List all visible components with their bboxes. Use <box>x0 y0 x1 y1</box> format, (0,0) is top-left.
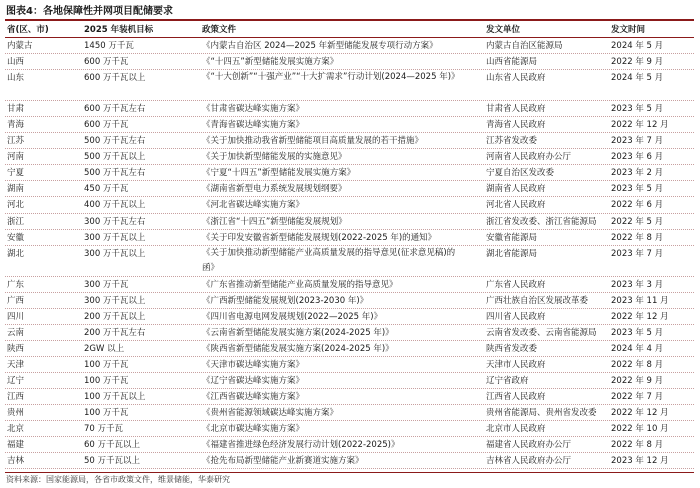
table-row <box>5 149 694 165</box>
cell-issuer: 吉林省人民政府办公厅 <box>486 456 572 467</box>
cell-policy: 《内蒙古自治区 2024—2025 年新型储能发展专项行动方案》 <box>202 41 438 51</box>
table-header <box>5 21 694 38</box>
cell-target: 1450 万千瓦 <box>84 41 134 51</box>
header-region: 省(区、市) <box>7 25 49 35</box>
cell-issuer: 北京市人民政府 <box>486 424 546 435</box>
cell-region: 福建 <box>7 440 25 451</box>
cell-policy: 《天津市碳达峰实施方案》 <box>202 359 305 370</box>
table-row <box>5 309 694 325</box>
cell-date: 2022 年 7 月 <box>611 392 664 403</box>
cell-policy: 《云南省新型储能发展实施方案(2024-2025 年)》 <box>202 327 394 338</box>
cell-target: 600 万千瓦 <box>84 120 129 131</box>
cell-date: 2024 年 4 月 <box>611 343 664 354</box>
table-body <box>5 38 694 469</box>
cell-issuer: 山西省能源局 <box>486 57 538 68</box>
cell-policy: 《抢先布局新型储能产业新赛道实施方案》 <box>202 456 364 467</box>
cell-date: 2022 年 8 月 <box>611 232 664 243</box>
cell-date: 2022 年 12 月 <box>611 311 669 322</box>
cell-region: 四川 <box>7 311 25 322</box>
cell-date: 2022 年 12 月 <box>611 408 669 419</box>
cell-region: 广西 <box>7 295 25 306</box>
cell-date: 2023 年 6 月 <box>611 152 664 163</box>
cell-issuer: 广西壮族自治区发展改革委 <box>486 295 589 306</box>
cell-issuer: 山东省人民政府 <box>486 73 546 84</box>
cell-issuer: 浙江省发改委、浙江省能源局 <box>486 216 597 227</box>
table-row <box>5 230 694 246</box>
cell-policy: 《福建省推进绿色经济发展行动计划(2022-2025)》 <box>202 440 400 451</box>
cell-target: 450 万千瓦 <box>84 184 129 195</box>
cell-issuer: 河北省人民政府 <box>486 200 546 211</box>
cell-region: 河南 <box>7 152 25 163</box>
cell-target: 600 万千瓦 <box>84 57 129 68</box>
cell-region: 浙江 <box>7 216 25 227</box>
table-row <box>5 54 694 70</box>
cell-target: 600 万千瓦以上 <box>84 73 146 84</box>
cell-policy: 《关于印发安徽省新型储能发展规划(2022-2025 年)的通知》 <box>202 232 437 243</box>
cell-issuer: 青海省人民政府 <box>486 120 546 131</box>
table-row <box>5 165 694 181</box>
cell-target: 500 万千瓦左右 <box>84 136 146 147</box>
cell-issuer: 云南省发改委、云南省能源局 <box>486 327 597 338</box>
cell-issuer: 宁夏自治区发改委 <box>486 168 555 179</box>
cell-target: 100 万千瓦 <box>84 408 129 419</box>
cell-date: 2022 年 8 月 <box>611 440 664 451</box>
cell-issuer: 湖北省能源局 <box>486 248 538 259</box>
cell-issuer: 陕西省发改委 <box>486 343 538 354</box>
cell-region: 天津 <box>7 359 25 370</box>
cell-region: 青海 <box>7 120 25 131</box>
table-row <box>5 277 694 293</box>
table-row <box>5 421 694 437</box>
table-row <box>5 117 694 133</box>
cell-policy: 《陕西省新型储能发展实施方案(2024-2025 年)》 <box>202 343 394 354</box>
cell-target: 300 万千瓦左右 <box>84 216 146 227</box>
cell-date: 2023 年 7 月 <box>611 136 664 147</box>
cell-policy: 《关于加快推动新型储能产业高质量发展的指导意见(征求意见稿)的函》 <box>202 247 456 273</box>
cell-issuer: 安徽省能源局 <box>486 232 538 243</box>
cell-date: 2023 年 2 月 <box>611 168 664 179</box>
cell-target: 500 万千瓦左右 <box>84 168 146 179</box>
cell-region: 内蒙古 <box>7 41 33 51</box>
cell-issuer: 江苏省发改委 <box>486 136 538 147</box>
bottom-rule <box>5 472 694 473</box>
cell-issuer: 内蒙古自治区能源局 <box>486 41 563 51</box>
cell-region: 广东 <box>7 279 25 290</box>
cell-target: 100 万千瓦以上 <box>84 392 146 403</box>
cell-date: 2024 年 5 月 <box>611 41 664 51</box>
cell-issuer: 福建省人民政府办公厅 <box>486 440 572 451</box>
table-row <box>5 405 694 421</box>
table-row <box>5 214 694 230</box>
cell-issuer: 湖南省人民政府 <box>486 184 546 195</box>
cell-region: 宁夏 <box>7 168 25 179</box>
table-row <box>5 197 694 213</box>
table-row <box>5 133 694 149</box>
cell-region: 江西 <box>7 392 25 403</box>
cell-region: 甘肃 <box>7 104 25 115</box>
cell-region: 云南 <box>7 327 25 338</box>
cell-target: 100 万千瓦 <box>84 375 129 386</box>
cell-policy: 《广东省推动新型储能产业高质量发展的指导意见》 <box>202 279 398 290</box>
header-issuer: 发文单位 <box>486 25 521 35</box>
cell-policy: 《宁夏“十四五”新型储能发展实施方案》 <box>202 168 356 179</box>
cell-target: 200 万千瓦以上 <box>84 311 146 322</box>
cell-target: 100 万千瓦 <box>84 359 129 370</box>
cell-date: 2024 年 5 月 <box>611 73 664 84</box>
cell-target: 300 万千瓦 <box>84 279 129 290</box>
table-row <box>5 341 694 357</box>
cell-region: 北京 <box>7 424 25 435</box>
table-row <box>5 453 694 469</box>
cell-target: 50 万千瓦以上 <box>84 456 141 467</box>
cell-target: 400 万千瓦以上 <box>84 200 146 211</box>
cell-target: 500 万千瓦以上 <box>84 152 146 163</box>
cell-date: 2023 年 11 月 <box>611 295 669 306</box>
table-row <box>5 38 694 54</box>
cell-date: 2022 年 8 月 <box>611 359 664 370</box>
cell-date: 2022 年 9 月 <box>611 375 664 386</box>
table-row <box>5 437 694 453</box>
cell-issuer: 天津市人民政府 <box>486 359 546 370</box>
cell-issuer: 贵州省能源局、贵州省发改委 <box>486 408 597 419</box>
cell-policy: 《“十大创新”“十强产业”“十大扩需求”行动计划(2024—2025 年)》 <box>202 72 460 83</box>
cell-region: 陕西 <box>7 343 25 354</box>
cell-region: 辽宁 <box>7 375 25 386</box>
cell-region: 湖南 <box>7 184 25 195</box>
cell-policy: 《浙江省“十四五”新型储能发展规划》 <box>202 216 347 227</box>
cell-region: 河北 <box>7 200 25 211</box>
cell-issuer: 辽宁省政府 <box>486 375 529 386</box>
table-row <box>5 181 694 197</box>
cell-region: 山西 <box>7 57 25 68</box>
cell-issuer: 甘肃省人民政府 <box>486 104 546 115</box>
table-row <box>5 357 694 373</box>
cell-region: 贵州 <box>7 408 25 419</box>
cell-target: 300 万千瓦以上 <box>84 248 146 259</box>
header-target: 2025 年装机目标 <box>84 25 154 35</box>
cell-date: 2022 年 10 月 <box>611 424 669 435</box>
cell-policy: 《甘肃省碳达峰实施方案》 <box>202 104 305 115</box>
cell-date: 2023 年 5 月 <box>611 184 664 195</box>
header-policy: 政策文件 <box>202 25 237 35</box>
header-date: 发文时间 <box>611 25 646 35</box>
cell-date: 2022 年 12 月 <box>611 120 669 131</box>
cell-policy: 《贵州省能源领域碳达峰实施方案》 <box>202 408 339 419</box>
table-row <box>5 101 694 117</box>
cell-date: 2023 年 7 月 <box>611 248 664 259</box>
cell-region: 吉林 <box>7 456 25 467</box>
cell-target: 300 万千瓦以上 <box>84 232 146 243</box>
cell-date: 2023 年 3 月 <box>611 279 664 290</box>
table-row <box>5 373 694 389</box>
table-row <box>5 325 694 341</box>
table-row <box>5 389 694 405</box>
table-row <box>5 293 694 309</box>
cell-date: 2023 年 5 月 <box>611 104 664 115</box>
cell-target: 600 万千瓦左右 <box>84 104 146 115</box>
table-row <box>5 70 694 101</box>
cell-region: 湖北 <box>7 248 25 259</box>
cell-target: 200 万千瓦左右 <box>84 327 146 338</box>
table-row <box>5 246 694 277</box>
cell-policy: 《北京市碳达峰实施方案》 <box>202 424 305 435</box>
cell-date: 2023 年 5 月 <box>611 327 664 338</box>
cell-date: 2022 年 6 月 <box>611 200 664 211</box>
cell-issuer: 河南省人民政府办公厅 <box>486 152 572 163</box>
cell-region: 江苏 <box>7 136 25 147</box>
cell-policy: 《江西省碳达峰实施方案》 <box>202 392 305 403</box>
cell-target: 70 万千瓦 <box>84 424 124 435</box>
cell-policy: 《四川省电源电网发展规划(2022—2025 年)》 <box>202 311 383 322</box>
cell-policy: 《关于加快推动我省新型储能项目高质量发展的若干措施》 <box>202 136 424 147</box>
cell-policy: 《关于加快新型储能发展的实施意见》 <box>202 152 347 163</box>
cell-target: 2GW 以上 <box>84 343 125 354</box>
table-title: 图表4：各地保障性并网项目配储要求 <box>6 6 173 17</box>
cell-policy: 《“十四五”新型储能发展实施方案》 <box>202 57 339 68</box>
cell-issuer: 广东省人民政府 <box>486 279 546 290</box>
cell-date: 2022 年 9 月 <box>611 57 664 68</box>
cell-issuer: 江西省人民政府 <box>486 392 546 403</box>
cell-target: 60 万千瓦以上 <box>84 440 141 451</box>
cell-region: 安徽 <box>7 232 25 243</box>
cell-date: 2023 年 12 月 <box>611 456 669 467</box>
cell-date: 2022 年 5 月 <box>611 216 664 227</box>
cell-policy: 《湖南省新型电力系统发展规划纲要》 <box>202 184 347 195</box>
cell-policy: 《河北省碳达峰实施方案》 <box>202 200 305 211</box>
cell-issuer: 四川省人民政府 <box>486 311 546 322</box>
source-note: 资料来源：国家能源局，各省市政策文件，维景储能，华泰研究 <box>6 475 230 484</box>
cell-policy: 《广西新型储能发展规划(2023-2030 年)》 <box>202 295 369 306</box>
cell-region: 山东 <box>7 73 25 84</box>
cell-policy: 《辽宁省碳达峰实施方案》 <box>202 375 305 386</box>
cell-target: 300 万千瓦以上 <box>84 295 146 306</box>
cell-policy: 《青海省碳达峰实施方案》 <box>202 120 305 131</box>
